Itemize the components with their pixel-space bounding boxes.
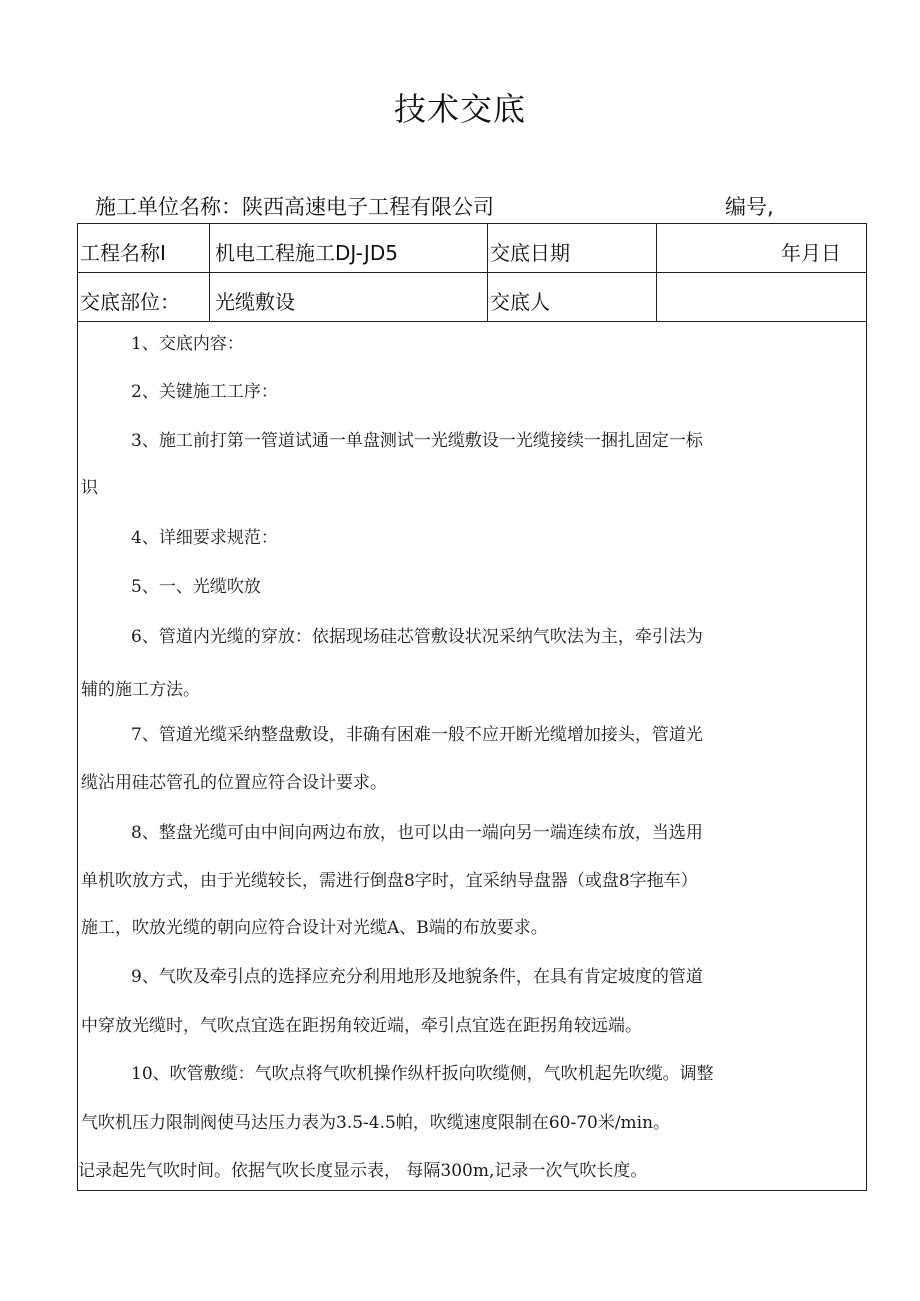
content-line: 8、整盘光缆可由中间向两边布放，也可以由一端向另一端连续布放，当选用 [131,823,703,843]
content-line: 2、关键施工工序： [131,382,278,402]
content-line: 5、一、光缆吹放 [131,577,261,597]
content-line: 3、施工前打第一管道试通一单盘测试一光缆敷设一光缆接续一捆扎固定一标 [131,431,703,451]
content-line: 单机吹放方式，由于光缆较长，需进行倒盘8字时，宜采纳导盘器（或盘8字拖车） [81,871,698,891]
document-number-label: 编号, [725,195,774,219]
content-line: 记录起先气吹时间。依据气吹长度显示表， 每隔300m,记录一次气吹长度。 [78,1161,648,1181]
disclosure-table [77,223,867,1191]
table-column-divider [656,224,657,321]
construction-unit-label: 施工单位名称：陕西高速电子工程有限公司 [95,195,494,219]
document-title: 技术交底 [393,90,526,128]
content-line: 4、详细要求规范： [131,528,278,548]
project-name-value: 机电工程施工DJ-JD5 [215,241,398,265]
table-column-divider [209,224,210,321]
disclosure-date-value: 年月日 [781,241,841,265]
content-line: 1、交底内容： [131,334,244,354]
content-line: 识 [81,478,98,498]
content-line: 10、吹管敷缆：气吹点将气吹机操作纵杆扳向吹缆侧，气吹机起先吹缆。调整 [131,1064,714,1084]
content-line: 辅的施工方法。 [81,680,200,700]
content-line: 中穿放光缆时，气吹点宜选在距拐角较近端，牵引点宜选在距拐角较远端。 [81,1016,642,1036]
content-line: 施工，吹放光缆的朝向应符合设计对光缆A、B端的布放要求。 [81,918,548,938]
disclosure-part-label: 交底部位： [80,290,180,314]
table-row-divider [78,321,866,322]
content-line: 7、管道光缆采纳整盘敷设，非确有困难一般不应开断光缆增加接头，管道光 [131,725,703,745]
table-row-divider [78,272,866,273]
project-name-label: 工程名称I [80,241,166,265]
content-line: 气吹机压力限制阀使马达压力表为3.5-4.5帕，吹缆速度限制在60-70米/min。 [81,1113,671,1133]
table-column-divider [487,224,488,321]
disclosure-part-value: 光缆敷设 [215,290,295,314]
content-line: 6、管道内光缆的穿放：依据现场硅芯管敷设状况采纳气吹法为主，牵引法为 [131,627,703,647]
disclosure-date-label: 交底日期 [490,241,570,265]
discloser-label: 交底人 [490,290,550,314]
content-line: 缆沾用硅芯管孔的位置应符合设计要求。 [81,773,387,793]
content-line: 9、气吹及牵引点的选择应充分利用地形及地貌条件，在具有肯定坡度的管道 [131,967,703,987]
